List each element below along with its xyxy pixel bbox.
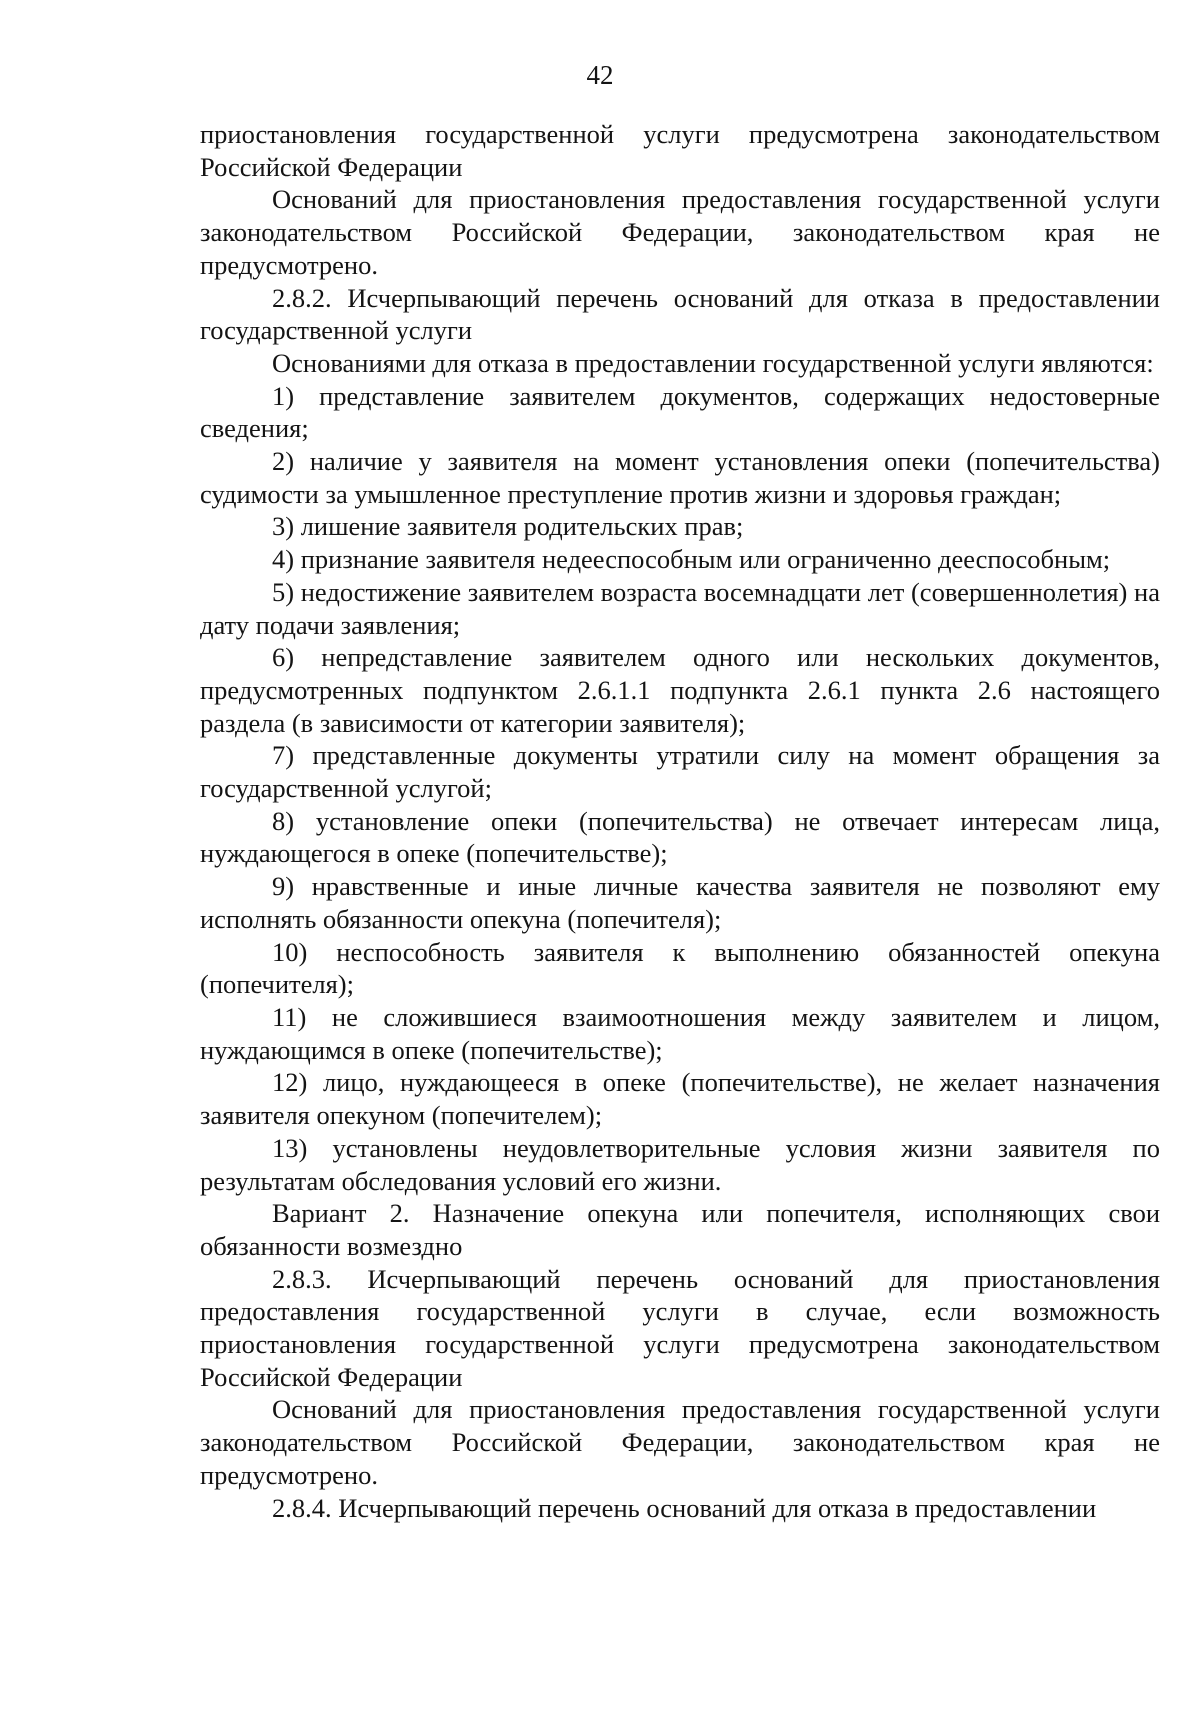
paragraph: Оснований для приостановления предоставления государственной услуги законодательством Российской Федерации, законодательством края не предусмотрено. xyxy=(200,184,1160,280)
document-body xyxy=(200,118,1160,1524)
paragraph: приостановления государственной услуги предусмотрена законодательством Российской Федерации xyxy=(200,119,1160,182)
list-item: 4) признание заявителя недееспособным или ограниченно дееспособным; xyxy=(272,544,1111,575)
page-number: 42 xyxy=(586,60,614,90)
section-heading: 2.8.4. Исчерпывающий перечень оснований для отказа в предоставлении xyxy=(272,1492,1097,1523)
list-item: 2) наличие у заявителя на момент установления опеки (попечительства) судимости за умышленное преступление против жизни и здоровья граждан; xyxy=(200,446,1160,509)
list-item: 9) нравственные и иные личные качества заявителя не позволяют ему исполнять обязанности опекуна (попечителя); xyxy=(200,871,1160,934)
list-item: 1) представление заявителем документов, содержащих недостоверные сведения; xyxy=(200,380,1160,444)
list-item: 11) не сложившиеся взаимоотношения между заявителем и лицом, нуждающимся в опеке (попечительстве); xyxy=(200,1001,1160,1065)
variant-heading: Вариант 2. Назначение опекуна или попечителя, исполняющих свои обязанности возмездно xyxy=(200,1198,1160,1261)
list-item: 5) недостижение заявителем возраста восемнадцати лет (совершеннолетия) на дату подачи заявления; xyxy=(200,576,1160,640)
paragraph: Основаниями для отказа в предоставлении государственной услуги являются: xyxy=(272,347,1154,378)
list-item: 6) непредставление заявителем одного или нескольких документов, предусмотренных подпунктом 2.6.1.1 подпункта 2.6.1 пункта 2.6 настоящего раздела (в зависимости от категории заявителя); xyxy=(200,642,1160,738)
paragraph: Оснований для приостановления предоставления государственной услуги законодательством Российской Федерации, законодательством края не предусмотрено. xyxy=(200,1394,1160,1490)
list-item: 12) лицо, нуждающееся в опеке (попечительстве), не желает назначения заявителя опекуном (попечителем); xyxy=(200,1067,1160,1131)
list-item: 13) установлены неудовлетворительные условия жизни заявителя по результатам обследования условий его жизни. xyxy=(200,1132,1160,1196)
list-item: 7) представленные документы утратили силу на момент обращения за государственной услугой; xyxy=(200,740,1160,804)
list-item: 3) лишение заявителя родительских прав; xyxy=(272,511,744,542)
section-heading: 2.8.2. Исчерпывающий перечень оснований для отказа в предоставлении государственной услуги xyxy=(200,282,1160,346)
section-heading: 2.8.3. Исчерпывающий перечень оснований для приостановления предоставления государственной услуги в случае, если возможность приостановления государственной услуги предусмотрена законодательством Российской Федерации xyxy=(200,1263,1160,1392)
list-item: 8) установление опеки (попечительства) не отвечает интересам лица, нуждающегося в опеке (попечительстве); xyxy=(200,805,1160,869)
list-item: 10) неспособность заявителя к выполнению обязанностей опекуна (попечителя); xyxy=(200,936,1160,1000)
